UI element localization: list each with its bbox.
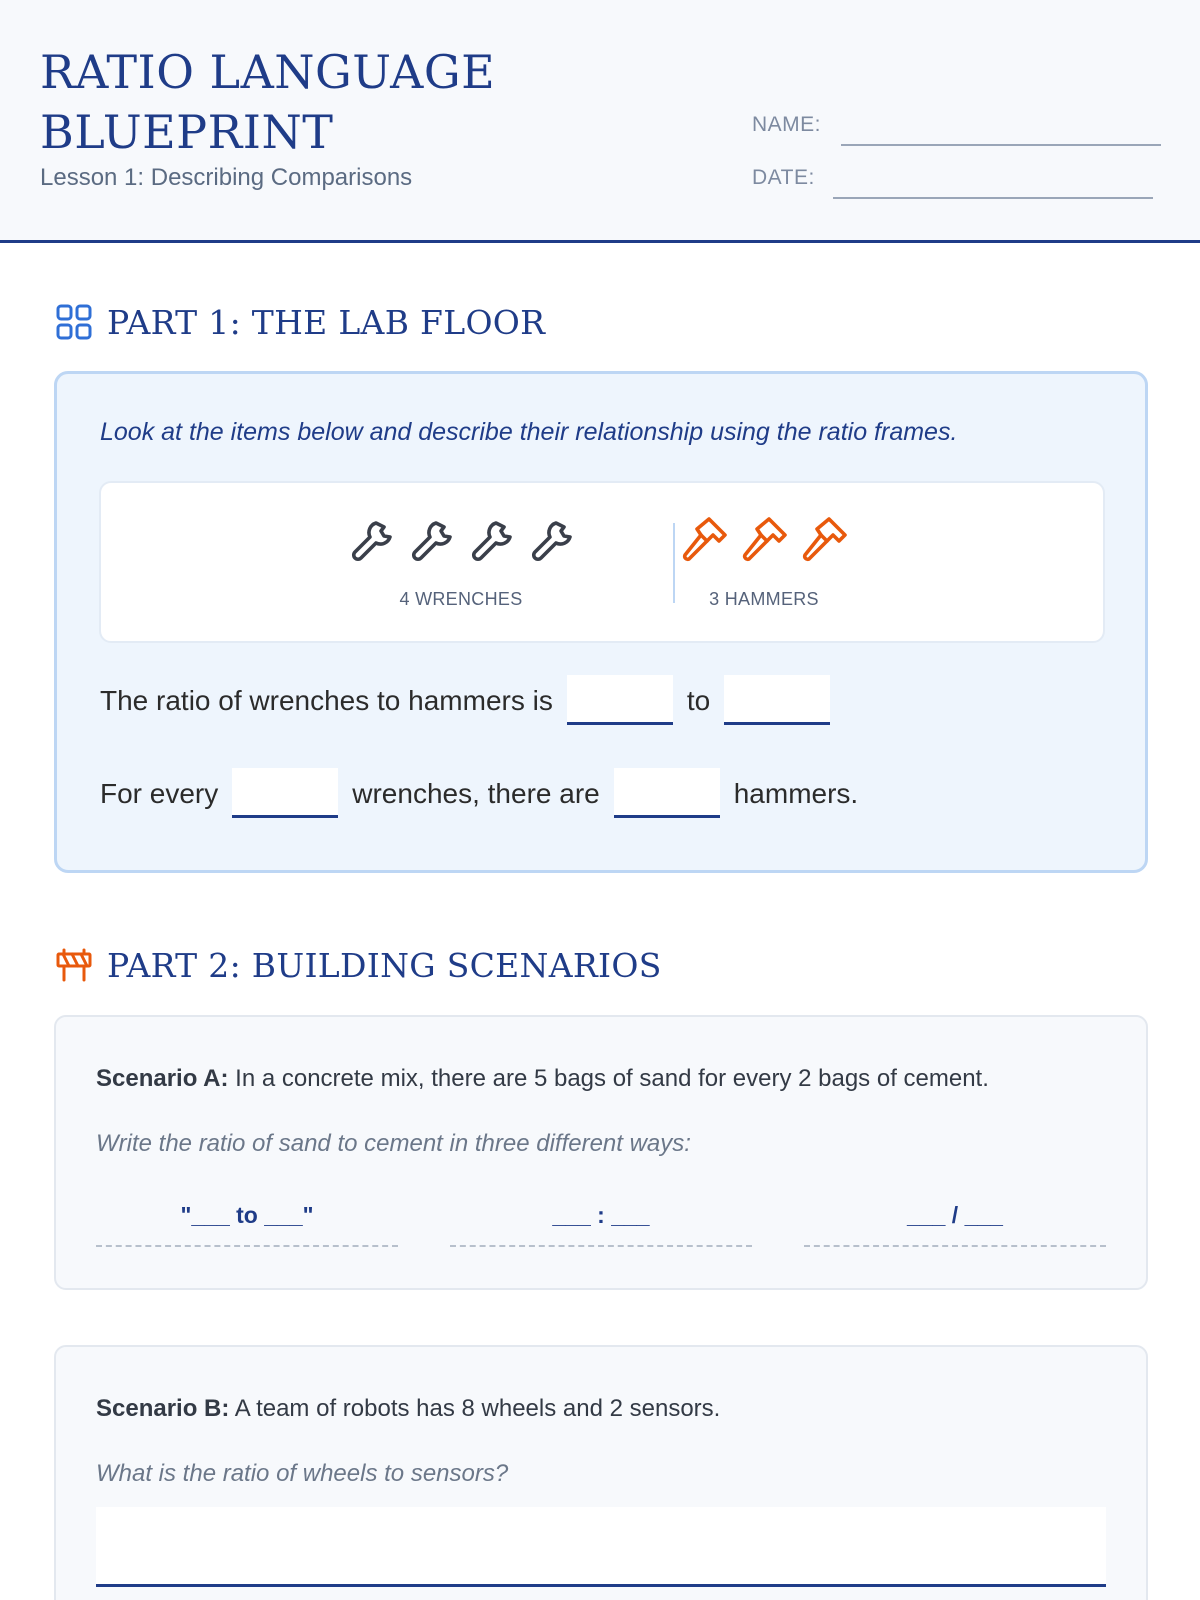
- ratio-sentence-1: [100, 675, 844, 725]
- scenario-a-card: [54, 1015, 1148, 1290]
- format-words-label: "___ to ___": [180, 1202, 314, 1228]
- barrier-icon: [55, 946, 93, 984]
- ratio-blank-2[interactable]: [724, 675, 830, 725]
- ratio-format-words[interactable]: [96, 1177, 398, 1247]
- title-line-2: BLUEPRINT: [40, 105, 334, 159]
- scenario-b-answer-field[interactable]: [96, 1507, 1106, 1587]
- format-fraction-label: ___ / ___: [907, 1202, 1003, 1228]
- sentence2-end: hammers.: [733, 778, 859, 809]
- date-label: DATE:: [752, 166, 815, 189]
- ratio-sentence-2: [100, 768, 858, 818]
- part2-heading-label: PART 2: BUILDING SCENARIOS: [107, 945, 662, 985]
- every-blank-2[interactable]: [614, 768, 720, 818]
- part2-heading: [55, 943, 662, 987]
- scenario-a-text: [96, 1065, 989, 1093]
- wrench-icon: [526, 515, 576, 565]
- scenario-a-body: In a concrete mix, there are 5 bags of sand for every 2 bags of cement.: [235, 1065, 989, 1092]
- scenario-b-question: What is the ratio of wheels to sensors?: [96, 1460, 509, 1487]
- grid-icon: [55, 303, 93, 341]
- scenario-a-label: Scenario A:: [96, 1065, 229, 1092]
- ratio-blank-1[interactable]: [567, 675, 673, 725]
- sentence1-start: The ratio of wrenches to hammers is: [100, 685, 553, 716]
- wrench-icon: [406, 515, 456, 565]
- scenario-b-text: [96, 1395, 720, 1423]
- wrenches-caption: 4 WRENCHES: [399, 589, 523, 609]
- name-field[interactable]: [841, 144, 1161, 146]
- date-field[interactable]: [833, 197, 1153, 199]
- scenario-b-card: [54, 1345, 1148, 1600]
- items-visual: [99, 481, 1105, 643]
- part1-heading-label: PART 1: THE LAB FLOOR: [107, 302, 546, 342]
- lab-floor-panel: [54, 371, 1148, 873]
- hammer-icon: [739, 515, 789, 565]
- scenario-b-body: A team of robots has 8 wheels and 2 sensors.: [234, 1395, 721, 1422]
- title-line-1: RATIO LANGUAGE: [40, 45, 496, 99]
- items-divider: [673, 523, 675, 603]
- wrench-group: [346, 511, 576, 610]
- sentence2-start: For every: [100, 778, 219, 809]
- lesson-subtitle: Lesson 1: Describing Comparisons: [40, 164, 413, 191]
- ratio-format-fraction[interactable]: [804, 1177, 1106, 1247]
- scenario-a-question: Write the ratio of sand to cement in three different ways:: [96, 1130, 691, 1157]
- wrench-icon: [346, 515, 396, 565]
- hammer-group: [679, 511, 849, 610]
- format-colon-label: ___ : ___: [552, 1202, 650, 1228]
- worksheet-header: [0, 0, 1200, 243]
- name-label: NAME:: [752, 113, 822, 136]
- ratio-format-colon[interactable]: [450, 1177, 752, 1247]
- hammers-caption: 3 HAMMERS: [709, 589, 819, 609]
- worksheet-title: [40, 42, 495, 162]
- sentence2-mid: wrenches, there are: [352, 778, 600, 809]
- sentence1-mid: to: [686, 685, 711, 716]
- wrench-icon: [466, 515, 516, 565]
- scenario-b-label: Scenario B:: [96, 1395, 230, 1422]
- part1-heading: [55, 300, 545, 344]
- part1-instruction: Look at the items below and describe their relationship using the ratio frames.: [100, 418, 958, 446]
- hammer-icon: [679, 515, 729, 565]
- every-blank-1[interactable]: [232, 768, 338, 818]
- hammer-icon: [799, 515, 849, 565]
